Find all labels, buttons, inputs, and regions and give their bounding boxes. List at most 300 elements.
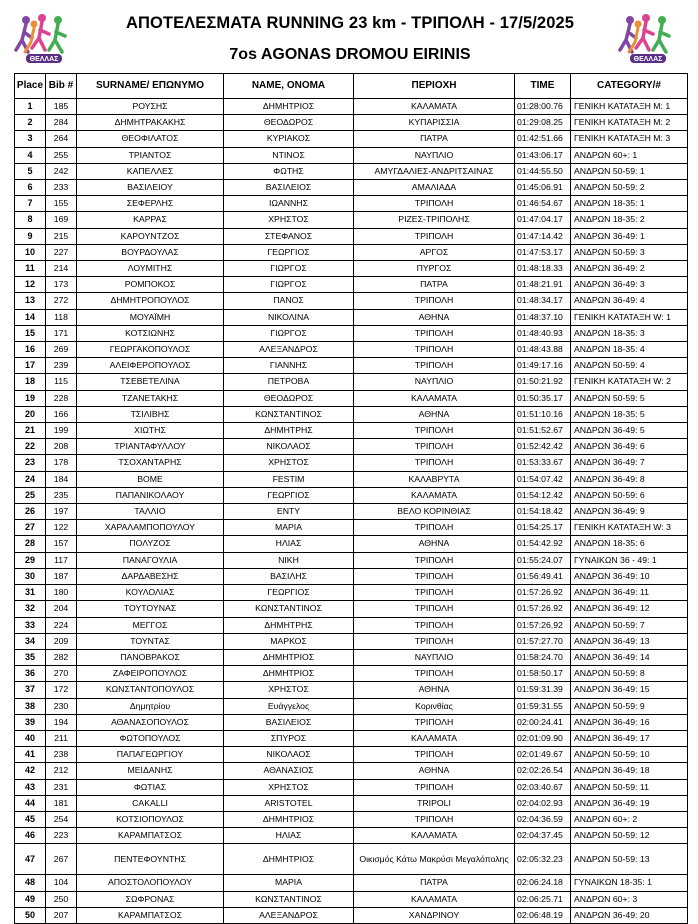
cell-place: 41 <box>15 747 46 763</box>
cell-surname: ΤΡΙΑΝΤΑΦΥΛΛΟΥ <box>77 439 224 455</box>
cell-bib: 235 <box>46 487 77 503</box>
column-header-area: ΠΕΡΙΟΧΗ <box>354 74 515 99</box>
cell-surname: ΤΖΑΝΕΤΑΚΗΣ <box>77 390 224 406</box>
cell-area: ΝΑΥΠΛΙΟ <box>354 147 515 163</box>
table-row <box>15 342 688 358</box>
cell-bib: 166 <box>46 406 77 422</box>
cell-area: ΑΜΥΓΔΑΛΙΕΣ-ΑΝΔΡΙΤΣΑΙΝΑΣ <box>354 163 515 179</box>
cell-category: ΑΝΔΡΩΝ 36-49: 7 <box>571 455 688 471</box>
cell-place: 44 <box>15 795 46 811</box>
cell-category: ΑΝΔΡΩΝ 50-59: 8 <box>571 666 688 682</box>
cell-bib: 117 <box>46 552 77 568</box>
cell-area: ΚΑΛΑΜΑΤΑ <box>354 99 515 115</box>
cell-time: 01:58:24.70 <box>515 649 571 665</box>
cell-time: 02:06:48.19 <box>515 907 571 923</box>
cell-category: ΑΝΔΡΩΝ 36-49: 19 <box>571 795 688 811</box>
cell-name: ΗΛΙΑΣ <box>224 536 354 552</box>
cell-place: 36 <box>15 666 46 682</box>
cell-area: ΚΑΛΑΜΑΤΑ <box>354 891 515 907</box>
cell-area: ΒΕΛΟ ΚΟΡΙΝΘΙΑΣ <box>354 504 515 520</box>
cell-time: 01:53:33.67 <box>515 455 571 471</box>
cell-area: ΑΜΑΛΙΑΔΑ <box>354 180 515 196</box>
cell-place: 13 <box>15 293 46 309</box>
svg-text:ΘΕΛΛΑΣ: ΘΕΛΛΑΣ <box>633 56 663 63</box>
cell-area: ΚΑΛΑΜΑΤΑ <box>354 487 515 503</box>
cell-category: ΑΝΔΡΩΝ 50-59: 9 <box>571 698 688 714</box>
cell-place: 5 <box>15 163 46 179</box>
cell-time: 01:47:04.17 <box>515 212 571 228</box>
cell-time: 01:55:24.07 <box>515 552 571 568</box>
cell-bib: 284 <box>46 115 77 131</box>
cell-area: ΠΑΤΡΑ <box>354 277 515 293</box>
cell-category: ΑΝΔΡΩΝ 36-49: 15 <box>571 682 688 698</box>
cell-category: ΑΝΔΡΩΝ 36-49: 12 <box>571 601 688 617</box>
cell-time: 01:45:06.91 <box>515 180 571 196</box>
cell-surname: ΠΑΝΑΓΟΥΛΙΑ <box>77 552 224 568</box>
cell-surname: ΠΑΠΑΝΙΚΟΛΑΟΥ <box>77 487 224 503</box>
results-body <box>15 99 688 924</box>
column-header-place: Place <box>15 74 46 99</box>
cell-name: ΔΗΜΗΤΡΙΟΣ <box>224 649 354 665</box>
cell-area: ΤΡΙΠΟΛΗ <box>354 666 515 682</box>
cell-surname: ΦΩΤΙΑΣ <box>77 779 224 795</box>
cell-surname: ΜΕΙΔΑΝΗΣ <box>77 763 224 779</box>
cell-time: 01:57:27.70 <box>515 633 571 649</box>
table-row <box>15 423 688 439</box>
cell-time: 01:50:21.92 <box>515 374 571 390</box>
cell-category: ΑΝΔΡΩΝ 18-35: 3 <box>571 325 688 341</box>
table-row <box>15 714 688 730</box>
cell-surname: ΣΩΦΡΟΝΑΣ <box>77 891 224 907</box>
cell-surname: ΚΑΡΑΜΠΑΤΣΟΣ <box>77 907 224 923</box>
cell-area: ΚΥΠΑΡΙΣΣΙΑ <box>354 115 515 131</box>
table-row <box>15 844 688 875</box>
cell-area: ΑΘΗΝΑ <box>354 763 515 779</box>
cell-name: ΝΤΙΝΟΣ <box>224 147 354 163</box>
cell-category: ΑΝΔΡΩΝ 50-59: 5 <box>571 390 688 406</box>
cell-bib: 181 <box>46 795 77 811</box>
cell-name: ΚΩΝΣΤΑΝΤΙΝΟΣ <box>224 406 354 422</box>
cell-bib: 173 <box>46 277 77 293</box>
cell-area: ΤΡΙΠΟΛΗ <box>354 552 515 568</box>
cell-name: ΜΑΡΙΑ <box>224 875 354 891</box>
cell-time: 01:28:00.76 <box>515 99 571 115</box>
cell-place: 31 <box>15 585 46 601</box>
cell-area: ΤΡΙΠΟΛΗ <box>354 601 515 617</box>
cell-surname: ΚΑΡΡΑΣ <box>77 212 224 228</box>
cell-bib: 239 <box>46 358 77 374</box>
cell-name: ΘΕΟΔΩΡΟΣ <box>224 115 354 131</box>
cell-bib: 118 <box>46 309 77 325</box>
cell-name: ΙΩΑΝΝΗΣ <box>224 196 354 212</box>
cell-place: 14 <box>15 309 46 325</box>
cell-name: ΓΕΩΡΓΙΟΣ <box>224 487 354 503</box>
cell-area: ΤΡΙΠΟΛΗ <box>354 520 515 536</box>
table-row <box>15 682 688 698</box>
table-row <box>15 811 688 827</box>
cell-area: ΧΑΝΔΡΙΝΟΥ <box>354 907 515 923</box>
cell-time: 02:03:40.67 <box>515 779 571 795</box>
cell-place: 25 <box>15 487 46 503</box>
table-row <box>15 358 688 374</box>
club-logo-right <box>616 10 678 68</box>
table-row <box>15 228 688 244</box>
cell-time: 01:48:18.33 <box>515 261 571 277</box>
cell-bib: 267 <box>46 844 77 875</box>
cell-name: ΜΑΡΚΟΣ <box>224 633 354 649</box>
cell-category: ΑΝΔΡΩΝ 60+: 1 <box>571 147 688 163</box>
cell-name: ΧΡΗΣΤΟΣ <box>224 212 354 228</box>
cell-bib: 172 <box>46 682 77 698</box>
cell-name: ΦΩΤΗΣ <box>224 163 354 179</box>
page-subtitle: 7os AGONAS DROMOU EIRINIS <box>229 46 471 63</box>
cell-surname: ΤΣΙΛΙΒΗΣ <box>77 406 224 422</box>
cell-place: 42 <box>15 763 46 779</box>
cell-time: 01:46:54.67 <box>515 196 571 212</box>
table-row <box>15 293 688 309</box>
cell-category: ΑΝΔΡΩΝ 18-35: 5 <box>571 406 688 422</box>
cell-place: 26 <box>15 504 46 520</box>
column-header-name: NAME, ΟΝΟΜΑ <box>224 74 354 99</box>
cell-bib: 212 <box>46 763 77 779</box>
cell-bib: 187 <box>46 568 77 584</box>
cell-bib: 204 <box>46 601 77 617</box>
cell-bib: 115 <box>46 374 77 390</box>
cell-surname: ΧΑΡΑΛΑΜΠΟΠΟΥΛΟΥ <box>77 520 224 536</box>
cell-surname: ΤΡΙΑΝΤΟΣ <box>77 147 224 163</box>
cell-category: ΑΝΔΡΩΝ 36-49: 3 <box>571 277 688 293</box>
cell-surname: CAKALLI <box>77 795 224 811</box>
cell-name: ΓΕΩΡΓΙΟΣ <box>224 585 354 601</box>
cell-category: ΑΝΔΡΩΝ 50-59: 11 <box>571 779 688 795</box>
cell-bib: 269 <box>46 342 77 358</box>
table-row <box>15 633 688 649</box>
cell-bib: 223 <box>46 828 77 844</box>
cell-place: 27 <box>15 520 46 536</box>
table-row <box>15 439 688 455</box>
cell-bib: 194 <box>46 714 77 730</box>
cell-surname: ΑΘΑΝΑΣΟΠΟΥΛΟΣ <box>77 714 224 730</box>
cell-name: ΔΗΜΗΤΡΙΟΣ <box>224 811 354 827</box>
cell-name: ΠΑΝΟΣ <box>224 293 354 309</box>
cell-name: ΕΝΤΥ <box>224 504 354 520</box>
cell-category: ΓΕΝΙΚΗ ΚΑΤΑΤΑΞΗ Μ: 1 <box>571 99 688 115</box>
cell-name: ΧΡΗΣΤΟΣ <box>224 779 354 795</box>
cell-bib: 104 <box>46 875 77 891</box>
cell-place: 17 <box>15 358 46 374</box>
results-table <box>14 73 688 924</box>
cell-bib: 155 <box>46 196 77 212</box>
cell-surname: ΖΑΦΕΙΡΟΠΟΥΛΟΣ <box>77 666 224 682</box>
cell-time: 02:01:49.67 <box>515 747 571 763</box>
table-row <box>15 325 688 341</box>
cell-area: ΚΑΛΑΜΑΤΑ <box>354 730 515 746</box>
cell-surname: ΤΑΛΛΙΟ <box>77 504 224 520</box>
cell-area: ΑΘΗΝΑ <box>354 309 515 325</box>
cell-surname: ΚΟΥΛΟΛΙΑΣ <box>77 585 224 601</box>
cell-time: 01:58:50.17 <box>515 666 571 682</box>
cell-time: 01:49:17.16 <box>515 358 571 374</box>
cell-time: 02:04:36.59 <box>515 811 571 827</box>
table-row <box>15 779 688 795</box>
cell-place: 18 <box>15 374 46 390</box>
cell-bib: 254 <box>46 811 77 827</box>
cell-category: ΑΝΔΡΩΝ 36-49: 2 <box>571 261 688 277</box>
cell-name: ΔΗΜΗΤΡΗΣ <box>224 423 354 439</box>
cell-category: ΑΝΔΡΩΝ 18-35: 4 <box>571 342 688 358</box>
table-row <box>15 406 688 422</box>
table-row <box>15 212 688 228</box>
cell-bib: 207 <box>46 907 77 923</box>
cell-category: ΑΝΔΡΩΝ 50-59: 1 <box>571 163 688 179</box>
table-row <box>15 163 688 179</box>
cell-time: 01:44:55.50 <box>515 163 571 179</box>
cell-name: ARISTOTEL <box>224 795 354 811</box>
table-row <box>15 795 688 811</box>
cell-time: 01:54:42.92 <box>515 536 571 552</box>
cell-place: 30 <box>15 568 46 584</box>
cell-category: ΑΝΔΡΩΝ 60+: 3 <box>571 891 688 907</box>
cell-bib: 227 <box>46 244 77 260</box>
cell-place: 43 <box>15 779 46 795</box>
cell-area: ΑΘΗΝΑ <box>354 682 515 698</box>
cell-name: ΣΤΕΦΑΝΟΣ <box>224 228 354 244</box>
page-title: ΑΠΟΤΕΛΕΣΜΑΤΑ RUNNING 23 km - ΤΡΙΠΟΛΗ - 17/5/2025 <box>125 14 575 32</box>
cell-category: ΑΝΔΡΩΝ 36-49: 13 <box>571 633 688 649</box>
cell-area: ΚΑΛΑΒΡΥΤΑ <box>354 471 515 487</box>
cell-area: ΠΑΤΡΑ <box>354 875 515 891</box>
cell-place: 16 <box>15 342 46 358</box>
cell-time: 02:06:25.71 <box>515 891 571 907</box>
cell-place: 45 <box>15 811 46 827</box>
cell-surname: ΔΗΜΗΤΡΟΠΟΥΛΟΣ <box>77 293 224 309</box>
table-row <box>15 698 688 714</box>
cell-name: ΒΑΣΙΛΕΙΟΣ <box>224 714 354 730</box>
cell-time: 01:59:31.39 <box>515 682 571 698</box>
cell-surname: ΚΑΡΑΜΠΑΤΣΟΣ <box>77 828 224 844</box>
cell-bib: 214 <box>46 261 77 277</box>
table-row <box>15 374 688 390</box>
cell-time: 01:29:08.25 <box>515 115 571 131</box>
cell-name: ΔΗΜΗΤΡΗΣ <box>224 617 354 633</box>
cell-place: 24 <box>15 471 46 487</box>
column-header-time: TIME <box>515 74 571 99</box>
cell-category: ΑΝΔΡΩΝ 36-49: 4 <box>571 293 688 309</box>
cell-place: 8 <box>15 212 46 228</box>
table-row <box>15 180 688 196</box>
cell-category: ΑΝΔΡΩΝ 36-49: 5 <box>571 423 688 439</box>
cell-surname: ΒΟΥΡΔΟΥΛΑΣ <box>77 244 224 260</box>
cell-name: ΑΘΑΝΑΣΙΟΣ <box>224 763 354 779</box>
cell-place: 19 <box>15 390 46 406</box>
cell-place: 28 <box>15 536 46 552</box>
cell-place: 23 <box>15 455 46 471</box>
cell-time: 01:47:14.42 <box>515 228 571 244</box>
cell-area: ΤΡΙΠΟΛΗ <box>354 423 515 439</box>
cell-name: ΒΑΣΙΛΗΣ <box>224 568 354 584</box>
cell-bib: 238 <box>46 747 77 763</box>
table-row <box>15 309 688 325</box>
table-row <box>15 907 688 923</box>
table-row <box>15 487 688 503</box>
cell-time: 01:48:43.88 <box>515 342 571 358</box>
cell-category: ΑΝΔΡΩΝ 60+: 2 <box>571 811 688 827</box>
cell-bib: 231 <box>46 779 77 795</box>
cell-surname: ΚΟΤΣΙΟΠΟΥΛΟΣ <box>77 811 224 827</box>
table-row <box>15 666 688 682</box>
cell-category: ΑΝΔΡΩΝ 50-59: 3 <box>571 244 688 260</box>
cell-place: 3 <box>15 131 46 147</box>
cell-place: 6 <box>15 180 46 196</box>
table-row <box>15 196 688 212</box>
cell-area: ΠΑΤΡΑ <box>354 131 515 147</box>
cell-place: 29 <box>15 552 46 568</box>
cell-bib: 157 <box>46 536 77 552</box>
cell-name: ΔΗΜΗΤΡΙΟΣ <box>224 99 354 115</box>
cell-area: ΑΘΗΝΑ <box>354 406 515 422</box>
cell-area: ΑΡΓΟΣ <box>354 244 515 260</box>
cell-area: ΑΘΗΝΑ <box>354 536 515 552</box>
cell-category: ΑΝΔΡΩΝ 36-49: 10 <box>571 568 688 584</box>
table-row <box>15 99 688 115</box>
table-row <box>15 828 688 844</box>
cell-surname: ΠΑΠΑΓΕΩΡΓΙΟΥ <box>77 747 224 763</box>
cell-place: 48 <box>15 875 46 891</box>
cell-surname: ΤΟΥΤΟΥΝΑΣ <box>77 601 224 617</box>
cell-category: ΓΕΝΙΚΗ ΚΑΤΑΤΑΞΗ Μ: 2 <box>571 115 688 131</box>
table-row <box>15 131 688 147</box>
table-row <box>15 552 688 568</box>
cell-surname: ΒΑΣΙΛΕΙΟΥ <box>77 180 224 196</box>
cell-area: ΤΡΙΠΟΛΗ <box>354 811 515 827</box>
cell-place: 34 <box>15 633 46 649</box>
cell-surname: ΘΕΟΦΙΛΑΤΟΣ <box>77 131 224 147</box>
column-header-bib: Bib # <box>46 74 77 99</box>
cell-place: 4 <box>15 147 46 163</box>
cell-place: 22 <box>15 439 46 455</box>
cell-time: 02:06:24.18 <box>515 875 571 891</box>
cell-place: 37 <box>15 682 46 698</box>
cell-category: ΓΕΝΙΚΗ ΚΑΤΑΤΑΞΗ W: 2 <box>571 374 688 390</box>
cell-bib: 255 <box>46 147 77 163</box>
cell-time: 01:42:51.66 <box>515 131 571 147</box>
cell-category: ΑΝΔΡΩΝ 36-49: 14 <box>571 649 688 665</box>
cell-category: ΑΝΔΡΩΝ 36-49: 6 <box>571 439 688 455</box>
cell-name: ΑΛΕΞΑΝΔΡΟΣ <box>224 907 354 923</box>
cell-place: 12 <box>15 277 46 293</box>
cell-category: ΓΕΝΙΚΗ ΚΑΤΑΤΑΞΗ Μ: 3 <box>571 131 688 147</box>
table-row <box>15 601 688 617</box>
cell-surname: ΚΑΡΟΥΝΤΖΟΣ <box>77 228 224 244</box>
cell-name: ΜΑΡΙΑ <box>224 520 354 536</box>
cell-bib: 250 <box>46 891 77 907</box>
table-row <box>15 471 688 487</box>
cell-place: 2 <box>15 115 46 131</box>
cell-bib: 180 <box>46 585 77 601</box>
cell-surname: ΠΟΛΥΖΟΣ <box>77 536 224 552</box>
cell-time: 01:51:52.67 <box>515 423 571 439</box>
table-row <box>15 390 688 406</box>
table-row <box>15 730 688 746</box>
cell-name: ΗΛΙΑΣ <box>224 828 354 844</box>
cell-name: ΓΕΩΡΓΙΟΣ <box>224 244 354 260</box>
table-row <box>15 455 688 471</box>
cell-category: ΑΝΔΡΩΝ 18-35: 2 <box>571 212 688 228</box>
cell-category: ΑΝΔΡΩΝ 50-59: 12 <box>571 828 688 844</box>
cell-time: 01:57:26.92 <box>515 585 571 601</box>
cell-area: ΤΡΙΠΟΛΗ <box>354 455 515 471</box>
cell-category: ΑΝΔΡΩΝ 50-59: 13 <box>571 844 688 875</box>
cell-area: ΤΡΙΠΟΛΗ <box>354 196 515 212</box>
svg-text:ΘΕΛΛΑΣ: ΘΕΛΛΑΣ <box>29 56 59 63</box>
cell-category: ΑΝΔΡΩΝ 18-35: 6 <box>571 536 688 552</box>
cell-name: ΚΩΝΣΤΑΝΤΙΝΟΣ <box>224 891 354 907</box>
cell-time: 01:51:10.16 <box>515 406 571 422</box>
cell-surname: ΠΑΝΟΒΡΑΚΟΣ <box>77 649 224 665</box>
cell-bib: 264 <box>46 131 77 147</box>
cell-surname: ΠΕΝΤΕΦΟΥΝΤΗΣ <box>77 844 224 875</box>
cell-surname: ΦΩΤΟΠΟΥΛΟΣ <box>77 730 224 746</box>
cell-surname: ΑΛΕΙΦΕΡΟΠΟΥΛΟΣ <box>77 358 224 374</box>
cell-time: 02:04:02.93 <box>515 795 571 811</box>
cell-surname: ΤΣΟΧΑΝΤΑΡΗΣ <box>77 455 224 471</box>
cell-category: ΑΝΔΡΩΝ 36-49: 16 <box>571 714 688 730</box>
cell-time: 01:59:31.55 <box>515 698 571 714</box>
cell-bib: 171 <box>46 325 77 341</box>
table-row <box>15 277 688 293</box>
cell-area: ΤΡΙΠΟΛΗ <box>354 342 515 358</box>
cell-area: Κορινθίας <box>354 698 515 714</box>
table-row <box>15 763 688 779</box>
cell-surname: ΚΩΝΣΤΑΝΤΟΠΟΥΛΟΣ <box>77 682 224 698</box>
cell-category: ΑΝΔΡΩΝ 36-49: 17 <box>571 730 688 746</box>
cell-place: 50 <box>15 907 46 923</box>
cell-surname: ΣΕΦΕΡΛΗΣ <box>77 196 224 212</box>
cell-bib: 272 <box>46 293 77 309</box>
cell-category: ΑΝΔΡΩΝ 36-49: 1 <box>571 228 688 244</box>
table-row <box>15 520 688 536</box>
table-header-row <box>15 74 688 99</box>
cell-area: ΡΙΖΕΣ-ΤΡΙΠΟΛΗΣ <box>354 212 515 228</box>
cell-area: Οικισμός Κάτω Μακρύσι Μεγαλόπολης <box>354 844 515 875</box>
cell-bib: 178 <box>46 455 77 471</box>
cell-time: 01:48:34.17 <box>515 293 571 309</box>
cell-name: ΝΙΚΟΛΑΟΣ <box>224 747 354 763</box>
cell-time: 01:54:12.42 <box>515 487 571 503</box>
cell-area: ΚΑΛΑΜΑΤΑ <box>354 390 515 406</box>
column-header-surname: SURNAME/ ΕΠΩΝΥΜΟ <box>77 74 224 99</box>
cell-name: ΝΙΚΟΛΑΟΣ <box>224 439 354 455</box>
cell-name: ΘΕΟΔΩΡΟΣ <box>224 390 354 406</box>
cell-area: ΤΡΙΠΟΛΗ <box>354 617 515 633</box>
table-row <box>15 891 688 907</box>
cell-category: ΑΝΔΡΩΝ 50-59: 10 <box>571 747 688 763</box>
cell-surname: ΚΟΤΣΙΩΝΗΣ <box>77 325 224 341</box>
table-row <box>15 115 688 131</box>
cell-surname: ΤΟΥΝΤΑΣ <box>77 633 224 649</box>
cell-area: ΤΡΙΠΟΛΗ <box>354 585 515 601</box>
cell-time: 02:02:26.54 <box>515 763 571 779</box>
table-row <box>15 747 688 763</box>
cell-place: 40 <box>15 730 46 746</box>
cell-area: ΤΡΙΠΟΛΗ <box>354 568 515 584</box>
cell-name: ΝΙΚΗ <box>224 552 354 568</box>
column-header-category: CATEGORY/# <box>571 74 688 99</box>
cell-bib: 282 <box>46 649 77 665</box>
cell-category: ΑΝΔΡΩΝ 50-59: 6 <box>571 487 688 503</box>
cell-bib: 233 <box>46 180 77 196</box>
cell-time: 01:57:26.92 <box>515 601 571 617</box>
